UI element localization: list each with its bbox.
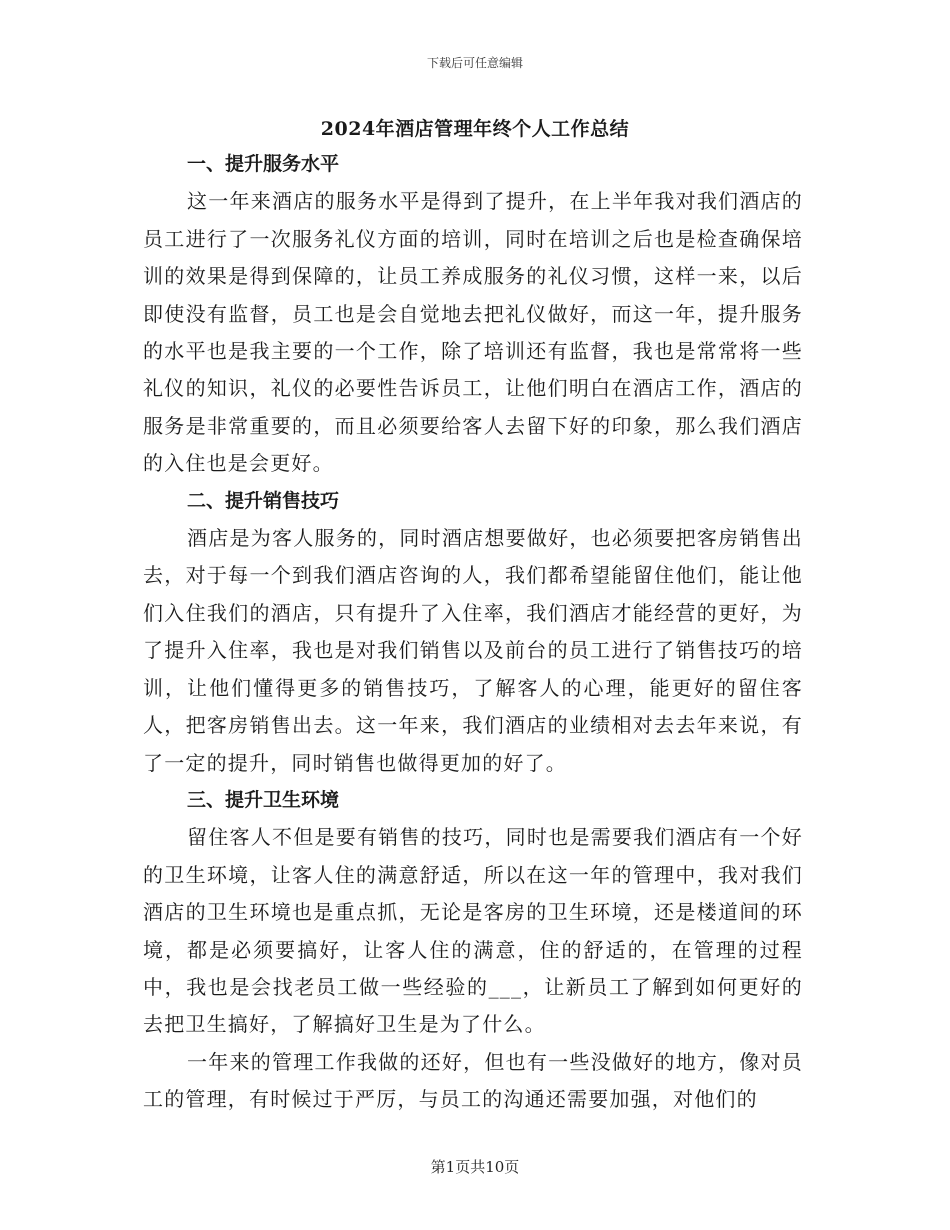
closing-paragraph: 一年来的管理工作我做的还好，但也有一些没做好的地方，像对员工的管理，有时候过于严厉，与员工的沟通还需要加强，对他们的 bbox=[143, 1049, 803, 1112]
document-body bbox=[143, 146, 803, 1119]
section-paragraph: 酒店是为客人服务的，同时酒店想要做好，也必须要把客房销售出去，对于每一个到我们酒店咨询的人，我们都希望能留住他们，能让他们入住我们的酒店，只有提升了入住率，我们酒店才能经营的更好，为了提升入住率，我也是对我们销售以及前台的员工进行了销售技巧的培训，让他们懂得更多的销售技巧，了解客人的心理，能更好的留住客人，把客房销售出去。这一年来，我们酒店的业绩相对去去年来说，有了一定的提升，同时销售也做得更加的好了。 bbox=[143, 526, 803, 775]
page-footer: 第1页共10页 bbox=[430, 1158, 520, 1176]
section-paragraph: 这一年来酒店的服务水平是得到了提升，在上半年我对我们酒店的员工进行了一次服务礼仪方面的培训，同时在培训之后也是检查确保培训的效果是得到保障的，让员工养成服务的礼仪习惯，这样一来，以后即使没有监督，员工也是会自觉地去把礼仪做好，而这一年，提升服务的水平也是我主要的一个工作，除了培训还有监督，我也是常常将一些礼仪的知识，礼仪的必要性告诉员工，让他们明白在酒店工作，酒店的服务是非常重要的，而且必须要给客人去留下好的印象，那么我们酒店的入住也是会更好。 bbox=[143, 189, 803, 476]
header-note: 下载后可任意编辑 bbox=[426, 56, 523, 70]
section-heading: 三、提升卫生环境 bbox=[187, 788, 340, 811]
section-heading: 一、提升服务水平 bbox=[187, 153, 340, 175]
section-heading: 二、提升销售技巧 bbox=[187, 489, 340, 512]
document-title: 2024年酒店管理年终个人工作总结 bbox=[320, 118, 630, 140]
section-paragraph: 留住客人不但是要有销售的技巧，同时也是需要我们酒店有一个好的卫生环境，让客人住的满意舒适，所以在这一年的管理中，我对我们酒店的卫生环境也是重点抓，无论是客房的卫生环境，还是楼道间的环境，都是必须要搞好，让客人住的满意，住的舒适的，在管理的过程中，我也是会找老员工做一些经验的___，让新员工了解到如何更好的去把卫生搞好，了解搞好卫生是为了什么。 bbox=[143, 825, 803, 1037]
